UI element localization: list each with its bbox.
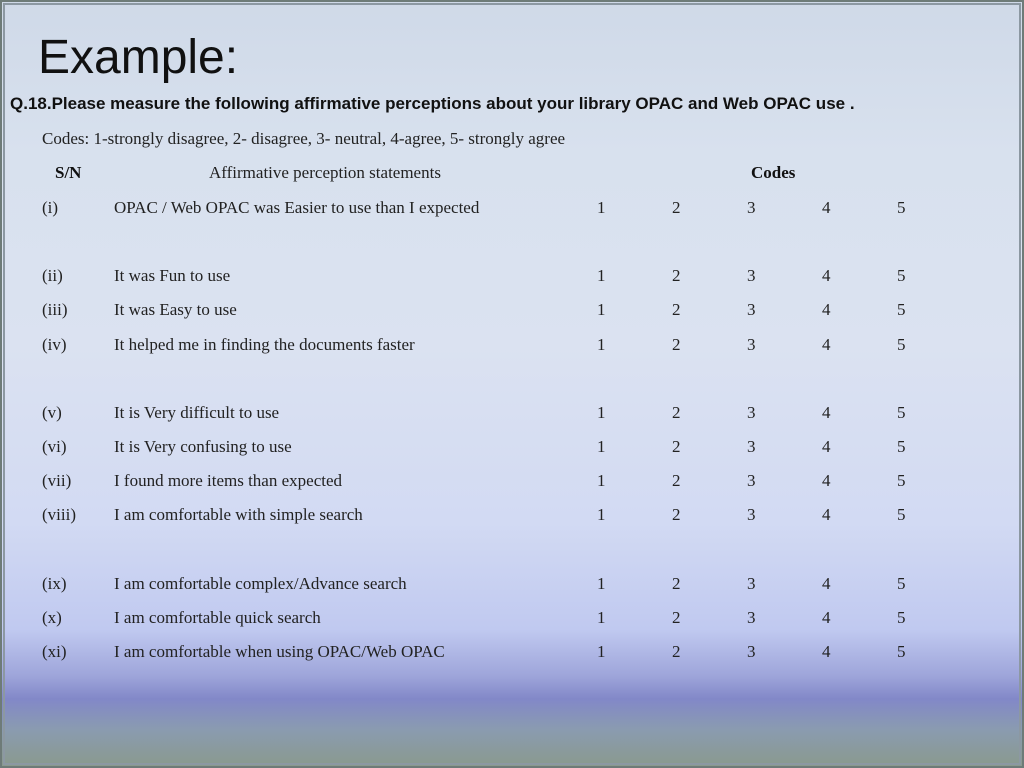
- table-row: [0, 198, 1024, 222]
- code-2: 2: [672, 266, 681, 285]
- code-4: 4: [822, 198, 831, 217]
- code-1: 1: [597, 403, 606, 422]
- code-5: 5: [897, 300, 906, 319]
- code-2: 2: [672, 437, 681, 456]
- code-2: 2: [672, 608, 681, 627]
- code-2: 2: [672, 300, 681, 319]
- code-5: 5: [897, 505, 906, 524]
- code-4: 4: [822, 403, 831, 422]
- code-1: 1: [597, 437, 606, 456]
- table-row: [0, 471, 1024, 495]
- code-5: 5: [897, 198, 906, 217]
- code-1: 1: [597, 266, 606, 285]
- code-5: 5: [897, 403, 906, 422]
- code-3: 3: [747, 300, 756, 319]
- row-statement: It is Very difficult to use: [114, 403, 280, 422]
- code-1: 1: [597, 198, 606, 217]
- code-2: 2: [672, 505, 681, 524]
- code-2: 2: [672, 471, 681, 490]
- table-row: [0, 403, 1024, 427]
- code-4: 4: [822, 335, 831, 354]
- code-3: 3: [747, 403, 756, 422]
- row-sn: (ii): [42, 266, 63, 285]
- row-sn: (iii): [42, 300, 68, 319]
- row-statement: I am comfortable quick search: [114, 608, 321, 627]
- code-4: 4: [822, 471, 831, 490]
- code-3: 3: [747, 574, 756, 593]
- code-4: 4: [822, 505, 831, 524]
- code-4: 4: [822, 266, 831, 285]
- row-sn: (viii): [42, 505, 76, 524]
- table-row: [0, 300, 1024, 324]
- row-statement: I am comfortable with simple search: [114, 505, 363, 524]
- code-1: 1: [597, 574, 606, 593]
- code-1: 1: [597, 300, 606, 319]
- code-2: 2: [672, 574, 681, 593]
- row-statement: It was Fun to use: [114, 266, 231, 285]
- code-5: 5: [897, 608, 906, 627]
- code-4: 4: [822, 642, 831, 661]
- code-1: 1: [597, 608, 606, 627]
- code-5: 5: [897, 335, 906, 354]
- codes-legend: Codes: 1-strongly disagree, 2- disagree, 3- neutral, 4-agree, 5- strongly agree: [42, 129, 566, 148]
- row-sn: (vii): [42, 471, 72, 490]
- table-row: [0, 574, 1024, 598]
- row-statement: It is Very confusing to use: [114, 437, 292, 456]
- code-3: 3: [747, 437, 756, 456]
- code-4: 4: [822, 574, 831, 593]
- header-sn: S/N: [55, 163, 82, 182]
- table-row: [0, 335, 1024, 359]
- question-text: Q.18.Please measure the following affirmative perceptions about your library OPAC and Web OPAC use .: [10, 94, 855, 113]
- code-5: 5: [897, 437, 906, 456]
- code-3: 3: [747, 505, 756, 524]
- row-statement: It helped me in finding the documents faster: [114, 335, 415, 354]
- header-codes: Codes: [751, 163, 796, 182]
- code-1: 1: [597, 335, 606, 354]
- code-3: 3: [747, 471, 756, 490]
- row-sn: (iv): [42, 335, 67, 354]
- code-4: 4: [822, 437, 831, 456]
- table-row: [0, 266, 1024, 290]
- row-statement: It was Easy to use: [114, 300, 237, 319]
- table-row: [0, 642, 1024, 666]
- code-1: 1: [597, 642, 606, 661]
- row-sn: (x): [42, 608, 62, 627]
- row-statement: I found more items than expected: [114, 471, 343, 490]
- code-5: 5: [897, 471, 906, 490]
- code-1: 1: [597, 505, 606, 524]
- header-statements: Affirmative perception statements: [209, 163, 441, 182]
- code-2: 2: [672, 335, 681, 354]
- row-statement: I am comfortable complex/Advance search: [114, 574, 407, 593]
- code-3: 3: [747, 266, 756, 285]
- code-3: 3: [747, 642, 756, 661]
- row-statement: OPAC / Web OPAC was Easier to use than I expected: [114, 198, 480, 217]
- row-sn: (xi): [42, 642, 67, 661]
- code-3: 3: [747, 608, 756, 627]
- row-sn: (v): [42, 403, 62, 422]
- row-sn: (vi): [42, 437, 67, 456]
- code-1: 1: [597, 471, 606, 490]
- code-4: 4: [822, 300, 831, 319]
- code-3: 3: [747, 198, 756, 217]
- table-row: [0, 608, 1024, 632]
- code-2: 2: [672, 403, 681, 422]
- row-statement: I am comfortable when using OPAC/Web OPAC: [114, 642, 445, 661]
- row-sn: (ix): [42, 574, 67, 593]
- slide-title: Example:: [38, 31, 239, 84]
- code-2: 2: [672, 642, 681, 661]
- table-row: [0, 505, 1024, 529]
- table-row: [0, 437, 1024, 461]
- code-5: 5: [897, 642, 906, 661]
- code-5: 5: [897, 574, 906, 593]
- row-sn: (i): [42, 198, 59, 217]
- code-3: 3: [747, 335, 756, 354]
- code-5: 5: [897, 266, 906, 285]
- code-2: 2: [672, 198, 681, 217]
- code-4: 4: [822, 608, 831, 627]
